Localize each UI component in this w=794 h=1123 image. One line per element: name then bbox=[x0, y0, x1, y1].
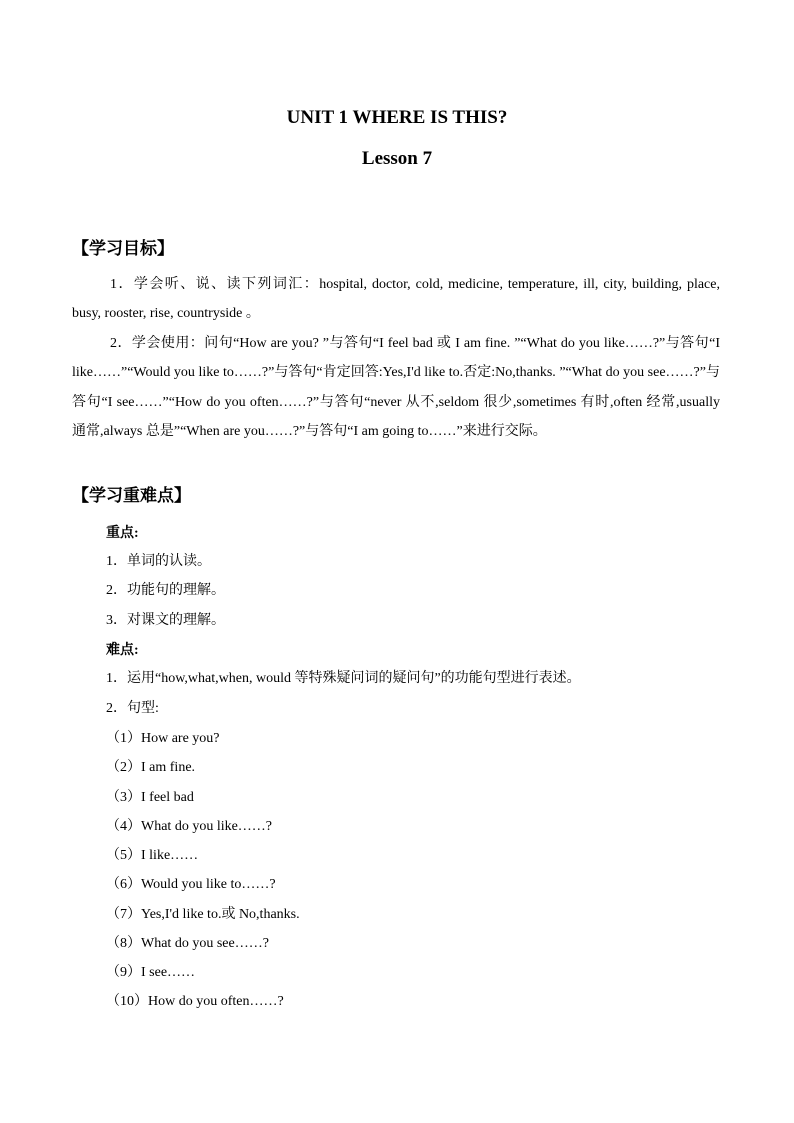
difficulty-label: 难点: bbox=[106, 643, 139, 658]
focus-item: 1．单词的认读。 bbox=[106, 554, 211, 569]
focus-label: 重点: bbox=[106, 526, 139, 541]
difficulty-item: 2．句型: bbox=[106, 701, 159, 716]
sentence-item: （5）I like…… bbox=[106, 848, 199, 863]
focus-item: 3．对课文的理解。 bbox=[106, 613, 225, 628]
sentence-item: （1）How are you? bbox=[106, 731, 220, 746]
lesson-title: Lesson 7 bbox=[361, 148, 433, 169]
sentence-item: （8）What do you see……? bbox=[106, 936, 269, 951]
sentence-item: （10）How do you often……? bbox=[106, 994, 284, 1009]
unit-title: UNIT 1 WHERE IS THIS? bbox=[286, 107, 508, 128]
difficulty-item: 1．运用“how,what,when, would 等特殊疑问词的疑问句”的功能句型进行表述。 bbox=[106, 671, 581, 686]
sentence-item: （4）What do you like……? bbox=[106, 819, 273, 834]
sentence-item: （6）Would you like to……? bbox=[106, 877, 276, 892]
objectives-heading: 【学习目标】 bbox=[72, 239, 174, 259]
objective-item-1: 1．学会听、说、读下列词汇：hospital, doctor, cold, medicine, temperature, ill, city, building, place, busy, rooster, rise, countryside 。 bbox=[72, 277, 720, 322]
sentence-item: （2）I am fine. bbox=[106, 760, 196, 775]
focus-item: 2．功能句的理解。 bbox=[106, 583, 225, 598]
objective-item-2: 2．学会使用：问句“How are you? ”与答句“I feel bad 或 I am fine. ”“What do you like……?”与答句“I like……”“Would you like to……?”与答句“肯定回答:Yes,I'd like to.否定:No,thanks. ”“What do you see……?”与答句“I see……”“How do you often……?”与答句“never 从不,seldom 很少,sometimes 有时,often 经常,usually 通常,always 总是”“When are you……?”与答句“I am going to……”来进行交际。 bbox=[72, 336, 720, 439]
sentence-item: （3）I feel bad bbox=[106, 790, 194, 805]
sentence-item: （9）I see…… bbox=[106, 965, 196, 980]
sentence-item: （7）Yes,I'd like to.或 No,thanks. bbox=[106, 907, 300, 922]
key-points-heading: 【学习重难点】 bbox=[72, 486, 191, 506]
